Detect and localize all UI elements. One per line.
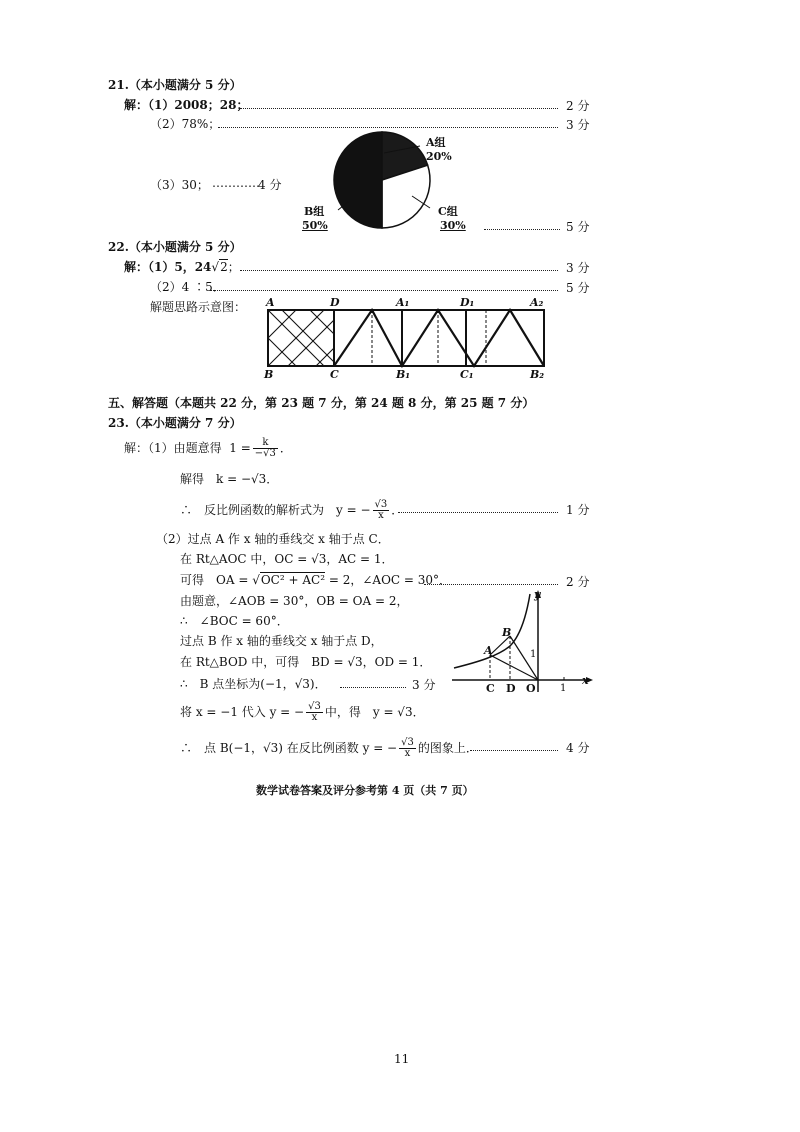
pie-b-label: B组 bbox=[304, 205, 325, 218]
q23-part1-given: 解：（1）由题意得 1 = $\frac{k}{-√3}$ ． bbox=[124, 437, 292, 459]
graph-x-label: x bbox=[582, 674, 589, 687]
pie-a-percent: 20% bbox=[426, 150, 452, 163]
page-footer: 数学试卷答案及评分参考第 4 页（共 7 页） bbox=[256, 784, 474, 797]
q23-heading: 23.（本小题满分 7 分） bbox=[108, 416, 242, 430]
q21-score-3: 4 分 bbox=[258, 178, 282, 192]
q23-part2-line6: 过点 B 作 x 轴的垂线交 x 轴于点 D， bbox=[180, 634, 383, 648]
pie-b-percent: 50% bbox=[302, 219, 328, 232]
leader-dots bbox=[470, 750, 558, 751]
q21-score-2: 3 分 bbox=[566, 118, 590, 132]
zigzag-path bbox=[334, 310, 544, 366]
graph-origin: O bbox=[526, 682, 536, 695]
q23-part2-line2: 在 Rt△AOC 中，OC = √3，AC = 1． bbox=[180, 552, 394, 566]
q21-answer-2: （2）78%； bbox=[150, 117, 221, 131]
q23-part2-line10: ∴ 点 B(−1，√3) 在反比例函数 y = − $\frac{√3}{x}$ 的图象上． bbox=[180, 737, 478, 759]
label-b: B bbox=[264, 368, 274, 381]
coordinate-graph bbox=[448, 588, 598, 700]
graph-y-label: y bbox=[534, 588, 541, 601]
diagram-caption: 解题思路示意图： bbox=[150, 300, 247, 314]
label-c1: C₁ bbox=[460, 368, 474, 381]
graph-point-c: C bbox=[486, 682, 495, 695]
q21-score-pie: 5 分 bbox=[566, 220, 590, 234]
q23-part2-line3: 可得 OA = √OC² + AC² = 2，∠AOC = 30°． bbox=[180, 573, 452, 587]
graph-point-d: D bbox=[506, 682, 516, 695]
label-d: D bbox=[330, 296, 340, 309]
q23-part2-line8: ∴ B 点坐标为(−1，√3)． bbox=[180, 677, 327, 691]
q22-heading: 22.（本小题满分 5 分） bbox=[108, 240, 242, 254]
graph-point-b: B bbox=[502, 626, 512, 639]
q22-answer-2: （2）4 ∶5． bbox=[150, 280, 225, 294]
q23-part1-solve: 解得 k = −√3． bbox=[180, 472, 279, 486]
q23-part2-line5: ∴ ∠BOC = 60°． bbox=[180, 614, 289, 628]
q21-answer-3-dots: ………… bbox=[212, 176, 260, 190]
section5-heading: 五、解答题（本题共 22 分，第 23 题 7 分，第 24 题 8 分，第 25 题 7 分） bbox=[108, 396, 535, 410]
q22-score-1: 3 分 bbox=[566, 261, 590, 275]
q21-answer-1: 解：（1）2008；28； bbox=[124, 98, 249, 112]
label-b1: B₁ bbox=[396, 368, 411, 381]
page-number: 11 bbox=[394, 1052, 410, 1066]
leader-dots bbox=[240, 270, 558, 271]
q21-heading: 21.（本小题满分 5 分） bbox=[108, 78, 242, 92]
label-a: A bbox=[266, 296, 275, 309]
leader-dots bbox=[210, 290, 558, 291]
q23-score-1: 1 分 bbox=[566, 503, 590, 517]
q23-score-2: 2 分 bbox=[566, 575, 590, 589]
q23-part2-line4: 由题意，∠AOB = 30°，OB = OA = 2， bbox=[180, 594, 409, 608]
pie-c-label: C组 bbox=[438, 205, 458, 218]
label-a2: A₂ bbox=[530, 296, 544, 309]
q23-part2-line7: 在 Rt△BOD 中，可得 BD = √3，OD = 1． bbox=[180, 655, 432, 669]
graph-x-unit: 1 bbox=[560, 683, 567, 694]
q22-answer-1: 解：（1）5，24√2； bbox=[124, 260, 240, 274]
leader-dots bbox=[240, 108, 558, 109]
pie-c-percent: 30% bbox=[440, 219, 466, 232]
label-c: C bbox=[330, 368, 339, 381]
q23-score-3: 3 分 bbox=[412, 678, 436, 692]
pie-slice-b bbox=[334, 132, 382, 228]
q23-part2-line1: （2）过点 A 作 x 轴的垂线交 x 轴于点 C． bbox=[156, 532, 390, 546]
q23-part2-line9: 将 x = −1 代入 y = − $\frac{√3}{x}$ 中，得 y = √3． bbox=[180, 701, 425, 723]
q23-score-4: 4 分 bbox=[566, 741, 590, 755]
graph-point-a: A bbox=[484, 644, 493, 657]
leader-dots bbox=[340, 687, 406, 688]
q22-score-2: 5 分 bbox=[566, 281, 590, 295]
pie-a-label: A组 bbox=[426, 136, 446, 149]
q21-score-1: 2 分 bbox=[566, 99, 590, 113]
label-d1: D₁ bbox=[460, 296, 475, 309]
q23-part1-conclusion: ∴ 反比例函数的解析式为 y = − $\frac{√3}{x}$ ． bbox=[180, 499, 404, 521]
q21-answer-3: （3）30； bbox=[150, 178, 209, 192]
label-b2: B₂ bbox=[530, 368, 545, 381]
leader-dots bbox=[398, 512, 558, 513]
leader-dots bbox=[424, 584, 558, 585]
label-a1: A₁ bbox=[396, 296, 410, 309]
graph-y-unit: 1 bbox=[530, 649, 537, 660]
leader-dots bbox=[484, 229, 560, 230]
